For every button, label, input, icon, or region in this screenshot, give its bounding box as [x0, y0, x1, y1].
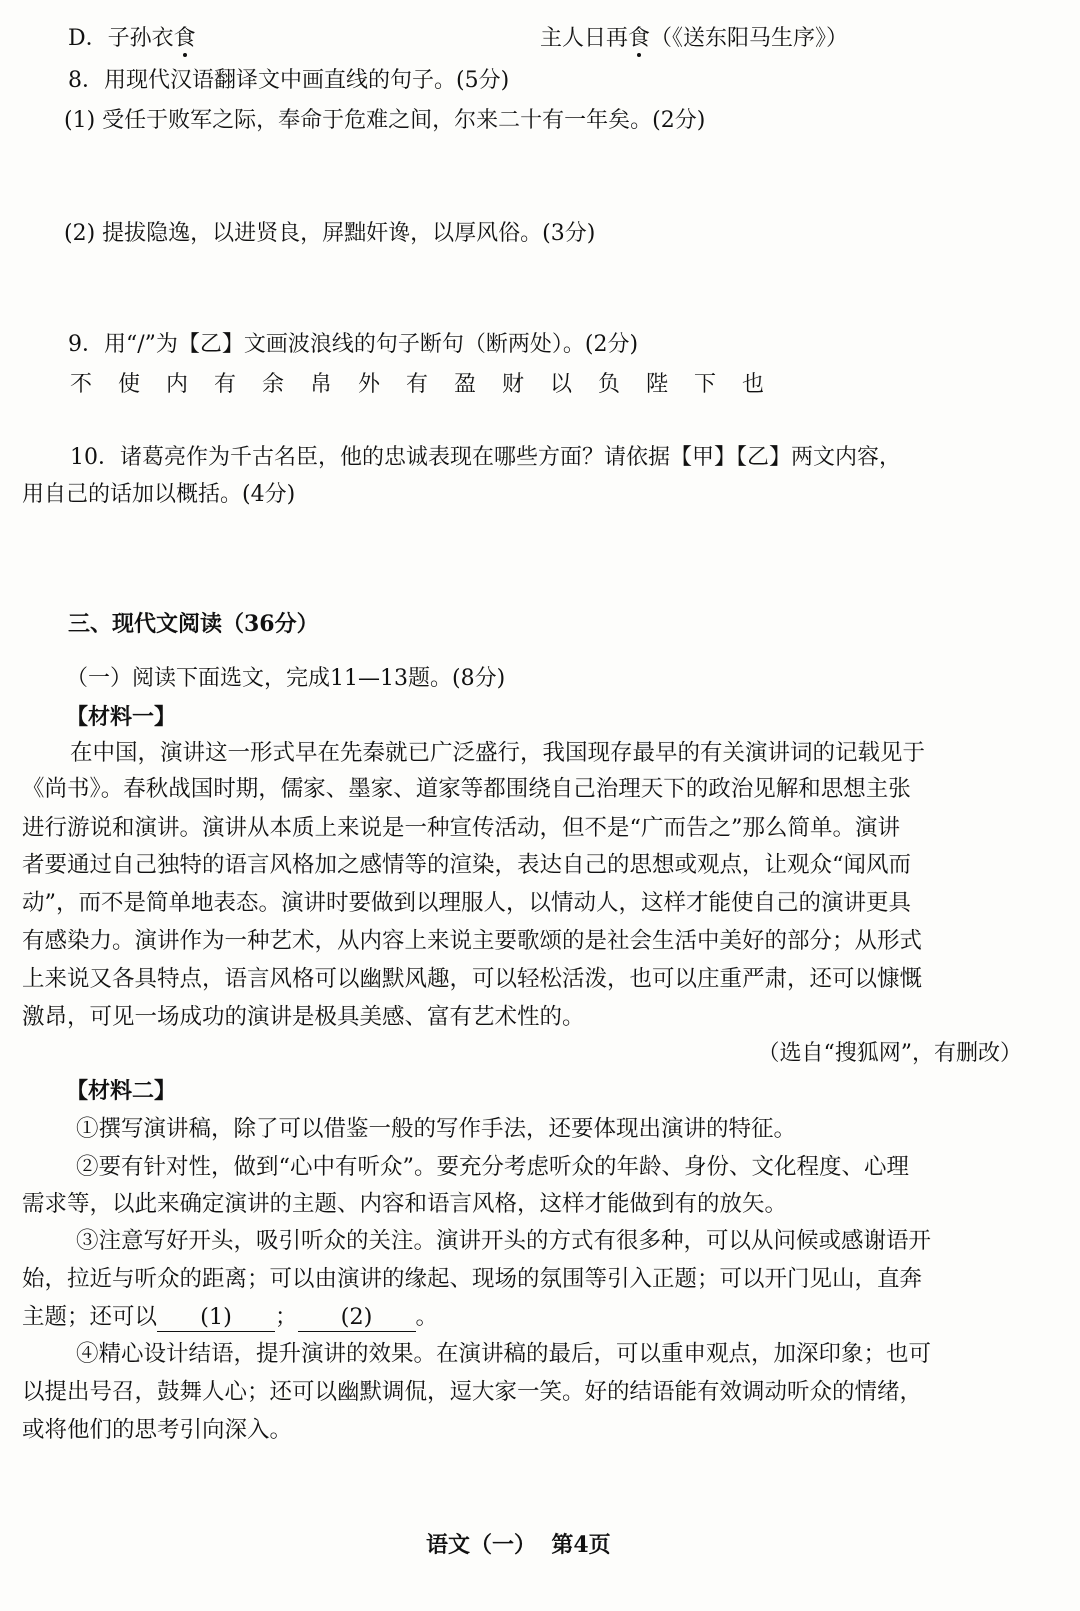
q8-item-2: (2) 提拔隐逸，以进贤良，屏黜奸谗，以厚风俗。(3分)	[64, 221, 596, 246]
q9-sentence: 不使内有余帛外有盈财以负陛下也	[70, 372, 791, 397]
q8-item-1: (1) 受任于败军之际，奉命于危难之间，尔来二十有一年矣。(2分)	[64, 108, 706, 133]
q7-option-d	[68, 22, 196, 56]
q7-option-d-right	[540, 22, 848, 56]
option-letter: D．	[68, 26, 108, 51]
material1-line: 者要通过自己独特的语言风格加之感情等的渲染，表达自己的思想或观点，让观众“闻风而	[22, 852, 912, 878]
material2-p1: ①撰写演讲稿，除了可以借鉴一般的写作手法，还要体现出演讲的特征。	[76, 1116, 797, 1142]
source-title: （《送东阳马生序》）	[650, 26, 849, 51]
material1-line: 《尚书》。春秋战国时期，儒家、墨家、道家等都围绕自己治理天下的政治见解和思想主张	[22, 776, 911, 802]
emphasis-char: 食	[173, 26, 196, 51]
q10-stem-line1: 10．诸葛亮作为千古名臣，他的忠诚表现在哪些方面？请依据【甲】【乙】两文内容，	[70, 445, 901, 470]
section3-title: 三、现代文阅读（36分）	[68, 611, 319, 637]
option-text: 主人日再	[540, 26, 629, 51]
fill-blank-2[interactable]: (2)	[298, 1303, 416, 1332]
material1-line: 动”，而不是简单地表态。演讲时要做到以理服人，以情动人，这样才能使自己的演讲更具	[22, 890, 912, 916]
material2-p4-line: ④精心设计结语，提升演讲的效果。在演讲稿的最后，可以重申观点，加深印象；也可	[76, 1341, 932, 1367]
material1-line: 进行游说和演讲。演讲从本质上来说是一种宣传活动，但不是“广而告之”那么简单。演讲	[22, 815, 901, 841]
material1-line: 上来说又各具特点，语言风格可以幽默风趣，可以轻松活泼，也可以庄重严肃，还可以慷慨	[22, 966, 923, 992]
page-footer: 语文（一） 第4页	[426, 1532, 611, 1558]
material2-p4-line: 以提出号召，鼓舞人心；还可以幽默调侃，逗大家一笑。好的结语能有效调动听众的情绪，	[22, 1379, 923, 1405]
material1-label: 【材料一】	[66, 704, 177, 730]
material2-p2-line: ②要有针对性，做到“心中有听众”。要充分考虑听众的年龄、身份、文化程度、心理	[76, 1154, 910, 1180]
fill-blank-1[interactable]: (1)	[157, 1303, 275, 1332]
material1-source: （选自“搜狐网”，有删改）	[757, 1041, 1022, 1066]
separator: ；	[275, 1304, 298, 1330]
material2-p4-line: 或将他们的思考引向深入。	[22, 1417, 293, 1443]
emphasis-char: 食	[628, 26, 651, 51]
material2-p3-last	[22, 1300, 438, 1334]
period: 。	[415, 1304, 439, 1330]
material1-line: 激昂，可见一场成功的演讲是极具美感、富有艺术性的。	[22, 1004, 585, 1030]
material2-label: 【材料二】	[66, 1078, 177, 1104]
material1-line: 在中国，演讲这一形式早在先秦就已广泛盛行，我国现存最早的有关演讲词的记载见于	[70, 740, 926, 766]
material1-line: 有感染力。演讲作为一种艺术，从内容上来说主要歌颂的是社会生活中美好的部分；从形式	[22, 928, 923, 954]
q8-stem: 8．用现代汉语翻译文中画直线的句子。(5分)	[68, 68, 510, 93]
p3-text: 主题；还可以	[22, 1304, 158, 1330]
option-text: 子孙衣	[107, 26, 174, 51]
material2-p3-line: 始，拉近与听众的距离；可以由演讲的缘起、现场的氛围等引入正题；可以开门见山，直奔	[22, 1266, 923, 1292]
q10-stem-line2: 用自己的话加以概括。(4分)	[22, 482, 296, 507]
q9-stem: 9．用“/”为【乙】文画波浪线的句子断句（断两处）。(2分)	[68, 332, 639, 357]
material2-p2-line: 需求等，以此来确定演讲的主题、内容和语言风格，这样才能做到有的放矢。	[22, 1191, 788, 1217]
section3-sub1: （一）阅读下面选文，完成11—13题。(8分)	[66, 666, 506, 691]
material2-p3-line: ③注意写好开头，吸引听众的关注。演讲开头的方式有很多种，可以从问候或感谢语开	[76, 1228, 932, 1254]
